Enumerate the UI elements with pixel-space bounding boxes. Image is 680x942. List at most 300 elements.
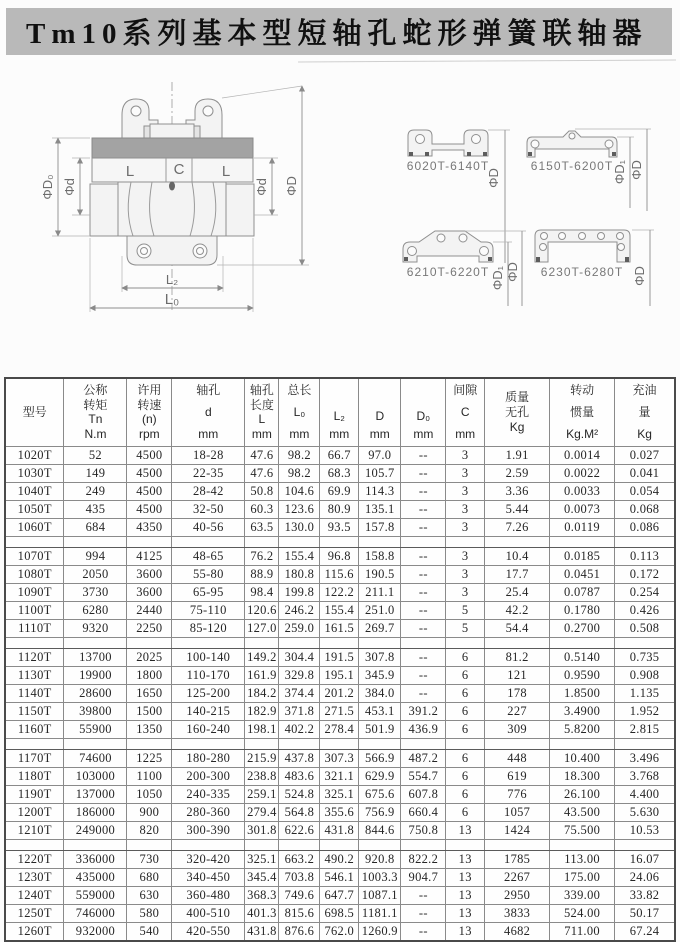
cell-1160T-gap-c: 6	[446, 720, 485, 738]
spacer-cell	[127, 637, 172, 648]
cell-1110T-d0-dia: --	[401, 619, 446, 637]
cell-1090T-d-dia: 211.1	[359, 583, 401, 601]
cell-1110T-model: 1110T	[5, 619, 64, 637]
cell-1180T-speed: 1100	[127, 767, 172, 785]
cell-1240T-mass: 2950	[485, 886, 550, 904]
cell-1240T-d0-dia: --	[401, 886, 446, 904]
spacer-cell	[279, 536, 320, 547]
cell-1090T-total-length: 199.8	[279, 583, 320, 601]
cell-1230T-bore-d: 340-450	[172, 868, 245, 886]
cell-1100T-d-dia: 251.0	[359, 601, 401, 619]
cell-1250T-l2: 698.5	[320, 904, 359, 922]
cell-1130T-bore-d: 110-170	[172, 666, 245, 684]
cell-1210T-bore-length: 301.8	[245, 821, 279, 839]
variant3-label: 6210T-6220T	[406, 265, 490, 279]
cell-1200T-mass: 1057	[485, 803, 550, 821]
cell-1020T-d-dia: 97.0	[359, 446, 401, 464]
cell-1200T-d-dia: 756.9	[359, 803, 401, 821]
cell-1240T-bore-length: 368.3	[245, 886, 279, 904]
cell-1240T-gap-c: 13	[446, 886, 485, 904]
cell-1050T-gap-c: 3	[446, 500, 485, 518]
spacer-cell	[359, 839, 401, 850]
col-header-l2: L₂ mm	[320, 378, 359, 446]
cell-1200T-inertia: 43.500	[550, 803, 615, 821]
cell-1090T-l2: 122.2	[320, 583, 359, 601]
cell-1100T-torque: 6280	[64, 601, 127, 619]
cell-1080T-model: 1080T	[5, 565, 64, 583]
cell-1230T-mass: 2267	[485, 868, 550, 886]
cell-1020T-speed: 4500	[127, 446, 172, 464]
spacer-cell	[615, 738, 675, 749]
cell-1120T-bore-d: 100-140	[172, 648, 245, 666]
cell-1060T-d-dia: 157.8	[359, 518, 401, 536]
cell-1160T-total-length: 402.2	[279, 720, 320, 738]
cell-1140T-model: 1140T	[5, 684, 64, 702]
label-C: C	[173, 161, 185, 178]
variant1-hole	[472, 135, 481, 144]
cell-1100T-total-length: 246.2	[279, 601, 320, 619]
col-header-bore-length: 轴孔 长度 L mm	[245, 378, 279, 446]
cell-1240T-model: 1240T	[5, 886, 64, 904]
spacer-cell	[127, 738, 172, 749]
cell-1230T-total-length: 703.8	[279, 868, 320, 886]
variant1-foot	[409, 152, 413, 156]
cell-1240T-speed: 630	[127, 886, 172, 904]
cell-1080T-mass: 17.7	[485, 565, 550, 583]
spacer-cell	[615, 536, 675, 547]
cell-1060T-inertia: 0.0119	[550, 518, 615, 536]
cell-1170T-speed: 1225	[127, 749, 172, 767]
cell-1050T-speed: 4500	[127, 500, 172, 518]
cell-1230T-d-dia: 1003.3	[359, 868, 401, 886]
spacer-cell	[615, 637, 675, 648]
variant3-foot	[404, 257, 408, 261]
cell-1140T-gap-c: 6	[446, 684, 485, 702]
cell-1140T-total-length: 374.4	[279, 684, 320, 702]
spec-table	[4, 377, 676, 942]
cell-1120T-bore-length: 149.2	[245, 648, 279, 666]
cell-1190T-mass: 776	[485, 785, 550, 803]
table-row-1200T	[5, 803, 675, 821]
cell-1260T-model: 1260T	[5, 922, 64, 941]
cell-1140T-inertia: 1.8500	[550, 684, 615, 702]
variant2-dim-phi-D: ΦD	[629, 160, 644, 180]
variant2-dim-phi-D1: ΦD₁	[612, 159, 627, 185]
cell-1070T-d-dia: 158.8	[359, 547, 401, 565]
cell-1040T-bore-d: 28-42	[172, 482, 245, 500]
cell-1250T-d-dia: 1181.1	[359, 904, 401, 922]
cell-1060T-mass: 7.26	[485, 518, 550, 536]
cell-1150T-torque: 39800	[64, 702, 127, 720]
cell-1040T-mass: 3.36	[485, 482, 550, 500]
spacer-cell	[446, 839, 485, 850]
cell-1140T-speed: 1650	[127, 684, 172, 702]
variant1-foot	[425, 152, 429, 156]
spacer-cell	[485, 536, 550, 547]
cell-1200T-d0-dia: 660.4	[401, 803, 446, 821]
label-phi-D: ΦD	[284, 176, 299, 196]
variant3-foot	[488, 257, 492, 261]
cell-1250T-gap-c: 13	[446, 904, 485, 922]
variant2-foot	[612, 152, 616, 156]
spacer-cell	[615, 839, 675, 850]
spacer-cell	[172, 637, 245, 648]
cell-1170T-total-length: 437.8	[279, 749, 320, 767]
cell-1130T-torque: 19900	[64, 666, 127, 684]
variant3-hole	[437, 234, 445, 242]
cell-1080T-total-length: 180.8	[279, 565, 320, 583]
spacer-cell	[5, 738, 64, 749]
cell-1090T-mass: 25.4	[485, 583, 550, 601]
clamp-right	[194, 126, 200, 138]
cell-1170T-bore-d: 180-280	[172, 749, 245, 767]
coupling-drawing-svg	[0, 58, 680, 374]
cell-1160T-bore-d: 160-240	[172, 720, 245, 738]
cell-1190T-d0-dia: 607.8	[401, 785, 446, 803]
spacer-cell	[279, 738, 320, 749]
cell-1230T-torque: 435000	[64, 868, 127, 886]
spacer-cell	[245, 536, 279, 547]
cell-1110T-total-length: 259.0	[279, 619, 320, 637]
table-row-1220T	[5, 850, 675, 868]
ext-line	[222, 86, 302, 98]
table-row-1070T	[5, 547, 675, 565]
cell-1170T-d-dia: 566.9	[359, 749, 401, 767]
cell-1040T-bore-length: 50.8	[245, 482, 279, 500]
spacer-cell	[446, 738, 485, 749]
cell-1260T-speed: 540	[127, 922, 172, 941]
cell-1040T-d-dia: 114.3	[359, 482, 401, 500]
variant2-foot	[528, 152, 532, 156]
cell-1150T-bore-length: 182.9	[245, 702, 279, 720]
cell-1040T-d0-dia: --	[401, 482, 446, 500]
cell-1210T-l2: 431.8	[320, 821, 359, 839]
cell-1090T-d0-dia: --	[401, 583, 446, 601]
variant3-hole	[480, 247, 489, 256]
cell-1160T-oil: 2.815	[615, 720, 675, 738]
spacer-cell	[359, 536, 401, 547]
cell-1120T-mass: 81.2	[485, 648, 550, 666]
cell-1020T-mass: 1.91	[485, 446, 550, 464]
cell-1120T-oil: 0.735	[615, 648, 675, 666]
spacer-cell	[279, 839, 320, 850]
cell-1070T-bore-d: 48-65	[172, 547, 245, 565]
cell-1220T-l2: 490.2	[320, 850, 359, 868]
table-row-1090T	[5, 583, 675, 601]
cell-1060T-total-length: 130.0	[279, 518, 320, 536]
cell-1240T-total-length: 749.6	[279, 886, 320, 904]
cell-1160T-d-dia: 501.9	[359, 720, 401, 738]
table-body	[5, 446, 675, 941]
cell-1140T-mass: 178	[485, 684, 550, 702]
spacer-cell	[127, 839, 172, 850]
cell-1170T-inertia: 10.400	[550, 749, 615, 767]
cell-1190T-bore-length: 259.1	[245, 785, 279, 803]
cell-1090T-speed: 3600	[127, 583, 172, 601]
cell-1050T-oil: 0.068	[615, 500, 675, 518]
table-row-1190T	[5, 785, 675, 803]
spacer-cell	[279, 637, 320, 648]
col-header-torque: 公称 转矩 Tn N.m	[64, 378, 127, 446]
cell-1230T-bore-length: 345.4	[245, 868, 279, 886]
cell-1130T-l2: 195.1	[320, 666, 359, 684]
label-L2: L₂	[165, 272, 179, 287]
col-header-total-length: 总长 L₀ mm	[279, 378, 320, 446]
cell-1020T-inertia: 0.0014	[550, 446, 615, 464]
cell-1070T-gap-c: 3	[446, 547, 485, 565]
cell-1180T-d-dia: 629.9	[359, 767, 401, 785]
cell-1260T-oil: 67.24	[615, 922, 675, 941]
spacer-cell	[64, 536, 127, 547]
cell-1070T-inertia: 0.0185	[550, 547, 615, 565]
cell-1190T-model: 1190T	[5, 785, 64, 803]
col-header-bore-d: 轴孔 d mm	[172, 378, 245, 446]
cell-1120T-gap-c: 6	[446, 648, 485, 666]
spacer-cell	[5, 536, 64, 547]
cell-1260T-bore-length: 431.8	[245, 922, 279, 941]
spacer-cell	[320, 637, 359, 648]
cell-1170T-l2: 307.3	[320, 749, 359, 767]
cell-1190T-l2: 325.1	[320, 785, 359, 803]
cell-1120T-model: 1120T	[5, 648, 64, 666]
cell-1190T-total-length: 524.8	[279, 785, 320, 803]
cell-1220T-d0-dia: 822.2	[401, 850, 446, 868]
cell-1120T-speed: 2025	[127, 648, 172, 666]
cell-1170T-model: 1170T	[5, 749, 64, 767]
spacer-cell	[64, 738, 127, 749]
cell-1040T-speed: 4500	[127, 482, 172, 500]
cell-1060T-l2: 93.5	[320, 518, 359, 536]
cell-1220T-speed: 730	[127, 850, 172, 868]
cell-1240T-torque: 559000	[64, 886, 127, 904]
variant-drawing-6210T-6220T	[403, 231, 526, 306]
spacer-cell	[550, 738, 615, 749]
cell-1060T-model: 1060T	[5, 518, 64, 536]
drawing-panel	[0, 58, 680, 374]
cell-1090T-gap-c: 3	[446, 583, 485, 601]
cell-1020T-oil: 0.027	[615, 446, 675, 464]
cell-1080T-d0-dia: --	[401, 565, 446, 583]
table-row-1030T	[5, 464, 675, 482]
cell-1020T-torque: 52	[64, 446, 127, 464]
cell-1190T-speed: 1050	[127, 785, 172, 803]
cell-1030T-oil: 0.041	[615, 464, 675, 482]
cell-1030T-gap-c: 3	[446, 464, 485, 482]
cell-1250T-bore-length: 401.3	[245, 904, 279, 922]
page-title: Tm10系列基本型短轴孔蛇形弹簧联轴器	[26, 18, 648, 50]
cell-1140T-bore-length: 184.2	[245, 684, 279, 702]
table-row-1150T	[5, 702, 675, 720]
cell-1180T-inertia: 18.300	[550, 767, 615, 785]
table-row-1180T	[5, 767, 675, 785]
cell-1050T-l2: 80.9	[320, 500, 359, 518]
cell-1250T-d0-dia: --	[401, 904, 446, 922]
cell-1230T-speed: 680	[127, 868, 172, 886]
table-row-1230T	[5, 868, 675, 886]
cell-1140T-torque: 28600	[64, 684, 127, 702]
cell-1040T-gap-c: 3	[446, 482, 485, 500]
cell-1130T-d-dia: 345.9	[359, 666, 401, 684]
cell-1200T-bore-length: 279.4	[245, 803, 279, 821]
cell-1100T-inertia: 0.1780	[550, 601, 615, 619]
cell-1220T-mass: 1785	[485, 850, 550, 868]
cell-1040T-l2: 69.9	[320, 482, 359, 500]
variant1-foot	[467, 152, 471, 156]
spacer-cell	[446, 536, 485, 547]
cell-1080T-bore-d: 55-80	[172, 565, 245, 583]
cell-1250T-total-length: 815.6	[279, 904, 320, 922]
cell-1080T-speed: 3600	[127, 565, 172, 583]
cell-1120T-d0-dia: --	[401, 648, 446, 666]
cell-1240T-d-dia: 1087.1	[359, 886, 401, 904]
cell-1040T-torque: 249	[64, 482, 127, 500]
cell-1070T-oil: 0.113	[615, 547, 675, 565]
cell-1110T-bore-length: 127.0	[245, 619, 279, 637]
cell-1250T-oil: 50.17	[615, 904, 675, 922]
main-coupling-drawing	[40, 82, 309, 312]
col-header-speed: 许用 转速 (n) rpm	[127, 378, 172, 446]
group-spacer-row	[5, 536, 675, 547]
spacer-cell	[401, 637, 446, 648]
cell-1110T-mass: 54.4	[485, 619, 550, 637]
cell-1040T-oil: 0.054	[615, 482, 675, 500]
cell-1100T-model: 1100T	[5, 601, 64, 619]
variant1-hole	[416, 135, 425, 144]
variant3-shape	[403, 231, 493, 262]
spacer-cell	[64, 839, 127, 850]
cell-1050T-inertia: 0.0073	[550, 500, 615, 518]
cell-1220T-model: 1220T	[5, 850, 64, 868]
cell-1060T-bore-d: 40-56	[172, 518, 245, 536]
cell-1160T-model: 1160T	[5, 720, 64, 738]
col-header-model: 型号	[5, 378, 64, 446]
cell-1070T-torque: 994	[64, 547, 127, 565]
cell-1110T-inertia: 0.2700	[550, 619, 615, 637]
cell-1030T-total-length: 98.2	[279, 464, 320, 482]
cell-1130T-speed: 1800	[127, 666, 172, 684]
cell-1220T-inertia: 113.00	[550, 850, 615, 868]
cell-1110T-d-dia: 269.7	[359, 619, 401, 637]
cell-1240T-oil: 33.82	[615, 886, 675, 904]
label-L-left: L	[125, 163, 135, 180]
cell-1020T-model: 1020T	[5, 446, 64, 464]
cell-1070T-total-length: 155.4	[279, 547, 320, 565]
cell-1240T-bore-d: 360-480	[172, 886, 245, 904]
table-row-1250T	[5, 904, 675, 922]
spacer-cell	[401, 738, 446, 749]
hatched-band	[92, 138, 253, 158]
cell-1150T-oil: 1.952	[615, 702, 675, 720]
cell-1030T-torque: 149	[64, 464, 127, 482]
bolt-left-inner	[141, 248, 148, 255]
spacer-cell	[485, 839, 550, 850]
cell-1250T-speed: 580	[127, 904, 172, 922]
variant3-dim-phi-D: ΦD	[505, 262, 520, 282]
cell-1150T-d-dia: 453.1	[359, 702, 401, 720]
cell-1090T-model: 1090T	[5, 583, 64, 601]
cell-1150T-gap-c: 6	[446, 702, 485, 720]
variant1-foot	[483, 152, 487, 156]
cell-1170T-d0-dia: 487.2	[401, 749, 446, 767]
cell-1170T-mass: 448	[485, 749, 550, 767]
cell-1080T-torque: 2050	[64, 565, 127, 583]
cell-1120T-total-length: 304.4	[279, 648, 320, 666]
cell-1230T-gap-c: 13	[446, 868, 485, 886]
table-row-1060T	[5, 518, 675, 536]
cell-1210T-torque: 249000	[64, 821, 127, 839]
cell-1100T-bore-length: 120.6	[245, 601, 279, 619]
spacer-cell	[446, 637, 485, 648]
cell-1150T-inertia: 3.4900	[550, 702, 615, 720]
cell-1260T-mass: 4682	[485, 922, 550, 941]
cell-1210T-d-dia: 844.6	[359, 821, 401, 839]
cell-1180T-bore-d: 200-300	[172, 767, 245, 785]
spacer-cell	[245, 839, 279, 850]
cell-1030T-l2: 68.3	[320, 464, 359, 482]
cell-1080T-oil: 0.172	[615, 565, 675, 583]
cell-1160T-bore-length: 198.1	[245, 720, 279, 738]
variant4-hole	[617, 233, 624, 240]
cell-1090T-inertia: 0.0787	[550, 583, 615, 601]
cell-1180T-mass: 619	[485, 767, 550, 785]
cell-1140T-d0-dia: --	[401, 684, 446, 702]
clamp-left	[144, 126, 150, 138]
cell-1130T-model: 1130T	[5, 666, 64, 684]
cell-1250T-inertia: 524.00	[550, 904, 615, 922]
cell-1200T-oil: 5.630	[615, 803, 675, 821]
scan-edge-line	[298, 60, 676, 62]
table-row-1240T	[5, 886, 675, 904]
cell-1050T-model: 1050T	[5, 500, 64, 518]
cell-1070T-d0-dia: --	[401, 547, 446, 565]
cell-1260T-d-dia: 1260.9	[359, 922, 401, 941]
cell-1160T-speed: 1350	[127, 720, 172, 738]
cell-1040T-total-length: 104.6	[279, 482, 320, 500]
cell-1180T-oil: 3.768	[615, 767, 675, 785]
variant2-hole	[531, 140, 539, 148]
cell-1180T-total-length: 483.6	[279, 767, 320, 785]
cell-1210T-total-length: 622.6	[279, 821, 320, 839]
cell-1240T-inertia: 339.00	[550, 886, 615, 904]
label-phi-d-left: Φd	[62, 178, 77, 196]
cell-1070T-bore-length: 76.2	[245, 547, 279, 565]
cell-1060T-torque: 684	[64, 518, 127, 536]
cell-1130T-total-length: 329.8	[279, 666, 320, 684]
variant3-dim-phi-D1: ΦD₁	[490, 265, 505, 291]
spacer-cell	[401, 536, 446, 547]
cell-1250T-model: 1250T	[5, 904, 64, 922]
cell-1140T-d-dia: 384.0	[359, 684, 401, 702]
cell-1180T-l2: 321.1	[320, 767, 359, 785]
table-row-1160T	[5, 720, 675, 738]
cell-1210T-speed: 820	[127, 821, 172, 839]
cell-1070T-mass: 10.4	[485, 547, 550, 565]
cell-1100T-d0-dia: --	[401, 601, 446, 619]
spacer-cell	[485, 637, 550, 648]
cell-1200T-speed: 900	[127, 803, 172, 821]
cell-1130T-mass: 121	[485, 666, 550, 684]
cell-1200T-model: 1200T	[5, 803, 64, 821]
cell-1260T-inertia: 711.00	[550, 922, 615, 941]
label-L-right: L	[221, 163, 231, 180]
cell-1070T-model: 1070T	[5, 547, 64, 565]
cell-1160T-d0-dia: 436.9	[401, 720, 446, 738]
cell-1100T-mass: 42.2	[485, 601, 550, 619]
cell-1120T-l2: 191.5	[320, 648, 359, 666]
col-header-d-dia: D mm	[359, 378, 401, 446]
table-row-1170T	[5, 749, 675, 767]
cell-1200T-total-length: 564.8	[279, 803, 320, 821]
